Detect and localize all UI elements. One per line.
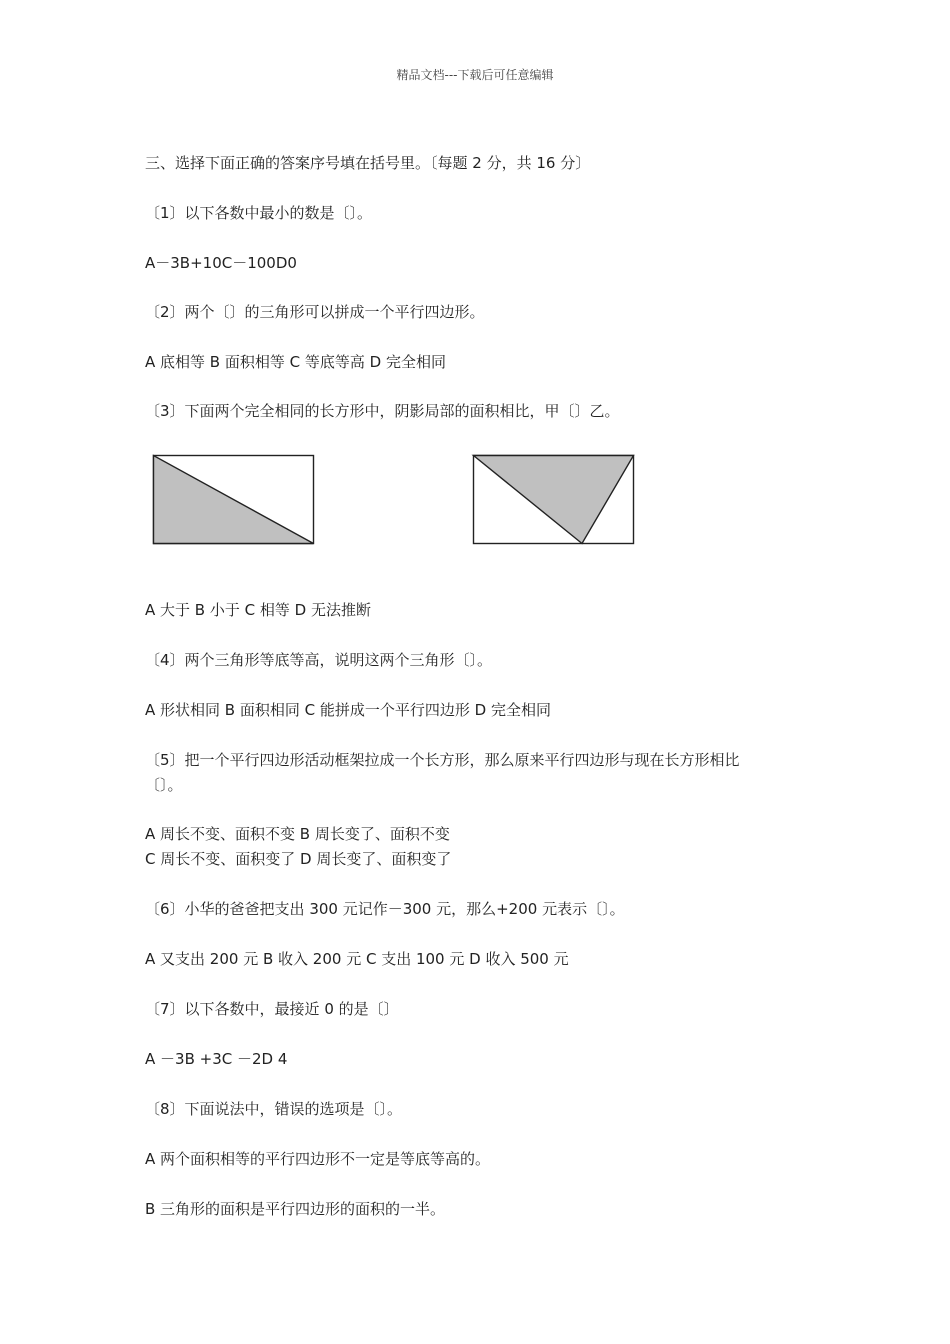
question-7-options: A －3B +3C －2D 4 xyxy=(145,1050,288,1068)
question-1-stem: 〔1〕以下各数中最小的数是〔〕。 xyxy=(145,204,373,222)
question-6-options: A 又支出 200 元 B 收入 200 元 C 支出 100 元 D 收入 500 元 xyxy=(145,950,569,968)
question-8-option-b: B 三角形的面积是平行四边形的面积的一半。 xyxy=(145,1200,446,1218)
question-5-stem: 〔5〕把一个平行四边形活动框架拉成一个长方形，那么原来平行四边形与现在长方形相比 xyxy=(145,751,740,769)
question-8-option-a: A 两个面积相等的平行四边形不一定是等底等高的。 xyxy=(145,1150,491,1168)
page-header: 精品文档---下载后可任意编辑 xyxy=(396,68,554,82)
question-1-options: A－3B+10C－100D0 xyxy=(145,254,297,272)
question-3-stem: 〔3〕下面两个完全相同的长方形中，阴影局部的面积相比，甲〔〕乙。 xyxy=(145,402,620,420)
question-4-options: A 形状相同 B 面积相同 C 能拼成一个平行四边形 D 完全相同 xyxy=(145,701,551,719)
question-6-stem: 〔6〕小华的爸爸把支出 300 元记作－300 元，那么+200 元表示〔〕。 xyxy=(145,900,625,918)
question-8-stem: 〔8〕下面说法中，错误的选项是〔〕。 xyxy=(145,1100,403,1118)
question-7-stem: 〔7〕以下各数中，最接近 0 的是〔〕 xyxy=(145,1000,399,1018)
question-3-options: A 大于 B 小于 C 相等 D 无法推断 xyxy=(145,601,371,619)
question-5-options-line-1: A 周长不变、面积不变 B 周长变了、面积不变 xyxy=(145,825,450,843)
section-title: 三、选择下面正确的答案序号填在括号里。〔每题 2 分，共 16 分〕 xyxy=(145,154,591,172)
rectangle-figure-yi xyxy=(470,452,640,548)
rectangle-figure-jia xyxy=(150,452,320,548)
question-2-stem: 〔2〕两个〔〕的三角形可以拼成一个平行四边形。 xyxy=(145,303,485,321)
question-5-options-line-2: C 周长不变、面积变了 D 周长变了、面积变了 xyxy=(145,850,452,868)
question-5-stem-continued: 〔〕。 xyxy=(145,776,183,794)
question-4-stem: 〔4〕两个三角形等底等高，说明这两个三角形〔〕。 xyxy=(145,651,493,669)
question-2-options: A 底相等 B 面积相等 C 等底等高 D 完全相同 xyxy=(145,353,446,371)
